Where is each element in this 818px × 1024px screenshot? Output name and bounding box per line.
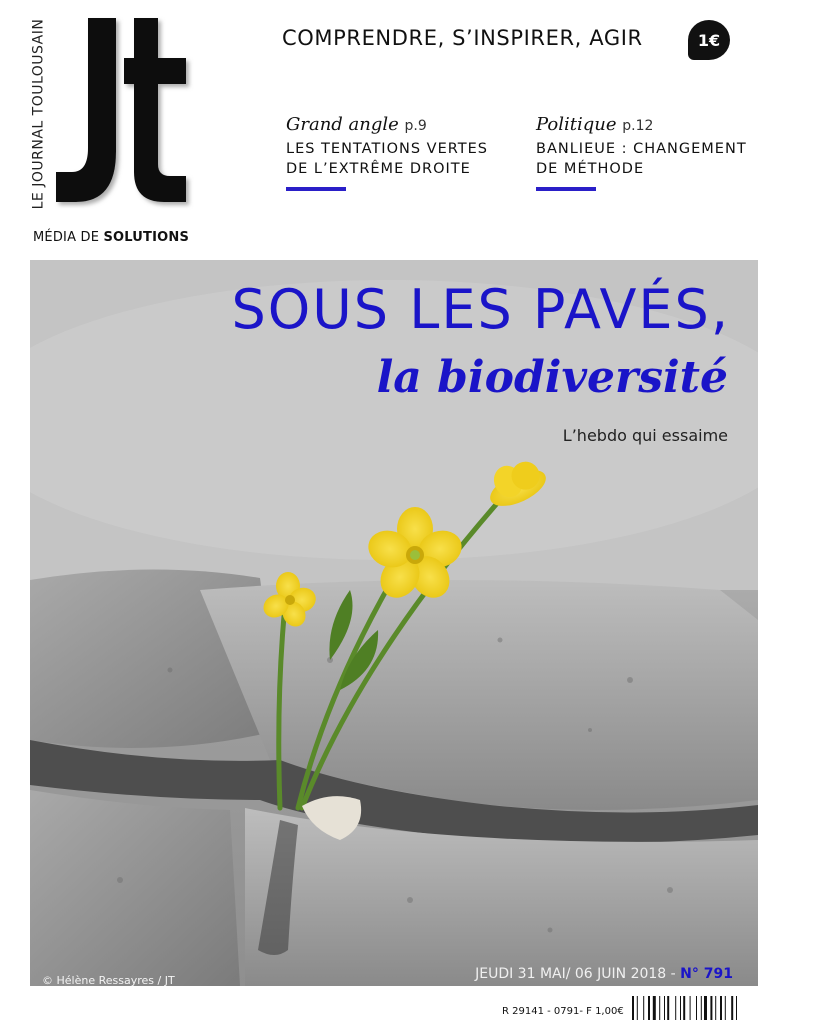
teaser-page: p.12	[622, 118, 654, 134]
media-tagline-bold: SOLUTIONS	[103, 230, 190, 245]
teaser-line: DE L’EXTRÊME DROITE	[286, 161, 471, 177]
price-badge: 1€	[688, 20, 730, 60]
masthead-vertical-name	[22, 16, 54, 212]
teaser-politique[interactable]	[536, 114, 766, 191]
jt-logo	[52, 14, 197, 214]
header-motto: COMPRENDRE, S’INSPIRER, AGIR	[282, 26, 643, 50]
media-tagline	[33, 230, 189, 245]
teaser-heading	[286, 114, 516, 135]
journal-name: LE JOURNAL TOULOUSAIN	[30, 18, 47, 210]
teaser-line: LES TENTATIONS VERTES	[286, 141, 488, 157]
teaser-underline	[536, 187, 596, 191]
teaser-grand-angle[interactable]	[286, 114, 516, 191]
barcode-caption: R 29141 - 0791- F 1,00€	[502, 1006, 624, 1017]
teaser-underline	[286, 187, 346, 191]
cover-photo	[30, 260, 758, 986]
cover-subline: L’hebdo qui essaime	[562, 426, 728, 445]
teaser-section: Grand angle	[286, 114, 399, 135]
teaser-page: p.9	[404, 118, 427, 134]
photo-credit: © Hélène Ressayres / JT	[42, 974, 175, 986]
teaser-heading	[536, 114, 766, 135]
teaser-line: BANLIEUE : CHANGEMENT	[536, 141, 747, 157]
cover-headline-line1: SOUS LES PAVÉS,	[231, 278, 730, 341]
issue-date	[438, 966, 733, 982]
issue-date-text: JEUDI 31 MAI/ 06 JUIN 2018 -	[475, 966, 681, 982]
teaser-section: Politique	[536, 114, 617, 135]
cover-headline-line2: la biodiversité	[376, 352, 728, 403]
issue-number: N° 791	[680, 966, 733, 982]
teaser-line: DE MÉTHODE	[536, 161, 645, 177]
media-tagline-prefix: MÉDIA DE	[33, 230, 104, 245]
barcode	[632, 996, 782, 1020]
